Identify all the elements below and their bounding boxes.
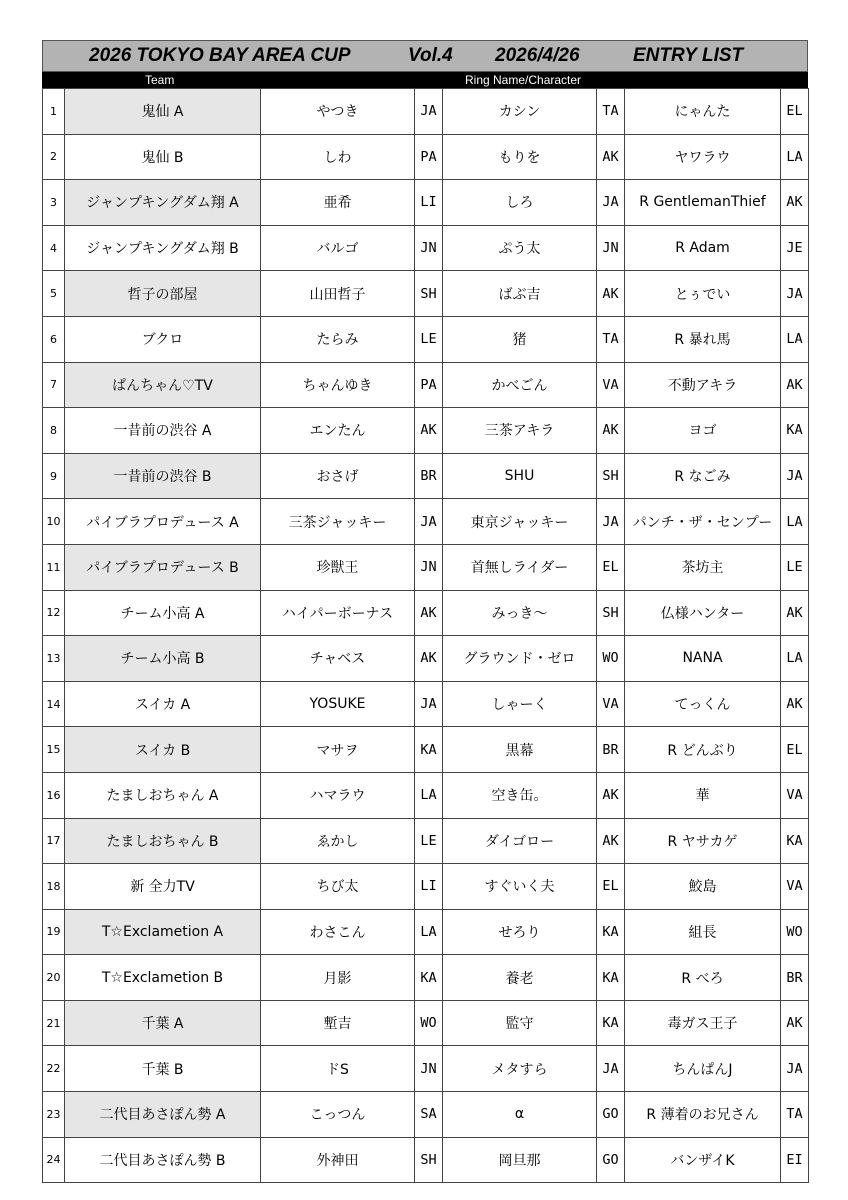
player-1-name: おさげ [261,453,415,499]
team-name: チーム小高 A [65,590,261,636]
entry-number: 4 [43,225,65,271]
player-2-name: ばぶ吉 [443,271,597,317]
team-name: パイブラプロデュース B [65,544,261,590]
player-2-name: 監守 [443,1000,597,1046]
entry-number: 1 [43,89,65,135]
player-3-name: ヤワラウ [625,134,781,180]
player-3-name: R どんぶり [625,727,781,773]
player-2-name: しろ [443,180,597,226]
player-2-character: JN [597,225,625,271]
player-1-character: SH [415,271,443,317]
team-name: パイブラプロデュース A [65,499,261,545]
team-name: T☆Exclametion B [65,955,261,1001]
player-3-name: 毒ガス王子 [625,1000,781,1046]
player-2-character: JA [597,499,625,545]
player-1-character: AK [415,590,443,636]
team-name: スイカ A [65,681,261,727]
entry-number: 19 [43,909,65,955]
team-name: 二代目あさぽん勢 B [65,1137,261,1183]
team-name: 鬼仙 B [65,134,261,180]
player-1-character: LE [415,316,443,362]
player-1-name: こっつん [261,1092,415,1138]
team-name: 新 全力TV [65,864,261,910]
player-2-name: グラウンド・ゼロ [443,636,597,682]
player-1-character: JN [415,1046,443,1092]
team-name: T☆Exclametion A [65,909,261,955]
player-1-name: ハイパーボーナス [261,590,415,636]
player-2-name: メタすら [443,1046,597,1092]
player-1-name: マサヲ [261,727,415,773]
player-3-character: LA [781,636,809,682]
player-1-name: 珍獣王 [261,544,415,590]
volume-label: Vol.4 [408,45,453,66]
player-2-character: TA [597,89,625,135]
title-bar [42,40,808,72]
player-1-name: ハマラウ [261,772,415,818]
player-2-name: かべごん [443,362,597,408]
player-3-name: 仏様ハンター [625,590,781,636]
player-3-character: LA [781,316,809,362]
entry-number: 23 [43,1092,65,1138]
player-2-character: VA [597,362,625,408]
entry-number: 3 [43,180,65,226]
player-2-character: EL [597,864,625,910]
entry-number: 24 [43,1137,65,1183]
player-2-name: みっき～ [443,590,597,636]
player-2-name: しゃーく [443,681,597,727]
player-1-character: SA [415,1092,443,1138]
player-3-character: KA [781,408,809,454]
table-row [43,955,809,1001]
team-name: ジャンプキングダム翔 B [65,225,261,271]
team-name: ジャンプキングダム翔 A [65,180,261,226]
player-1-character: LA [415,909,443,955]
team-name: 一昔前の渋谷 A [65,408,261,454]
team-name: ぱんちゃん♡TV [65,362,261,408]
player-3-name: パンチ・ザ・センプー [625,499,781,545]
player-1-name: 山田哲子 [261,271,415,317]
team-name: 一昔前の渋谷 B [65,453,261,499]
player-3-name: 華 [625,772,781,818]
player-1-character: LI [415,864,443,910]
player-1-character: JA [415,499,443,545]
player-3-name: R なごみ [625,453,781,499]
team-name: 哲子の部屋 [65,271,261,317]
entry-table [42,88,809,1183]
player-2-character: SH [597,453,625,499]
player-2-character: VA [597,681,625,727]
table-row [43,727,809,773]
player-3-character: JE [781,225,809,271]
entry-list-sheet [42,40,808,1183]
entry-number: 9 [43,453,65,499]
player-1-name: バルゴ [261,225,415,271]
player-3-character: LA [781,134,809,180]
player-2-name: 三茶アキラ [443,408,597,454]
player-2-character: BR [597,727,625,773]
player-1-name: 外神田 [261,1137,415,1183]
entry-rows [43,89,809,1183]
player-1-character: AK [415,408,443,454]
event-date: 2026/4/26 [495,45,580,66]
player-2-name: ぷう太 [443,225,597,271]
player-2-name: 空き缶。 [443,772,597,818]
player-1-name: 月影 [261,955,415,1001]
player-2-character: KA [597,909,625,955]
player-3-character: JA [781,1046,809,1092]
player-3-character: JA [781,453,809,499]
entry-number: 12 [43,590,65,636]
team-name: たましおちゃん A [65,772,261,818]
table-row [43,544,809,590]
player-3-name: R Adam [625,225,781,271]
player-3-name: 鮫島 [625,864,781,910]
table-row [43,408,809,454]
player-3-character: JA [781,271,809,317]
player-3-name: 不動アキラ [625,362,781,408]
player-2-character: JA [597,180,625,226]
player-2-character: SH [597,590,625,636]
player-2-name: せろり [443,909,597,955]
player-1-name: ドS [261,1046,415,1092]
table-row [43,636,809,682]
player-1-name: 三茶ジャッキー [261,499,415,545]
player-2-character: AK [597,134,625,180]
ring-name-column-header: Ring Name/Character [465,73,582,87]
event-title: 2026 TOKYO BAY AREA CUP [89,45,351,66]
player-1-character: BR [415,453,443,499]
entry-number: 7 [43,362,65,408]
player-3-name: にゃんた [625,89,781,135]
player-3-character: VA [781,772,809,818]
player-1-name: 亜希 [261,180,415,226]
table-row [43,225,809,271]
player-1-character: KA [415,955,443,1001]
player-1-name: たらみ [261,316,415,362]
player-2-character: AK [597,408,625,454]
team-name: 千葉 B [65,1046,261,1092]
list-title: ENTRY LIST [633,45,744,66]
player-2-character: GO [597,1092,625,1138]
player-2-character: AK [597,818,625,864]
player-3-name: ちんぱんJ [625,1046,781,1092]
player-2-name: 東京ジャッキー [443,499,597,545]
player-2-character: KA [597,1000,625,1046]
entry-number: 10 [43,499,65,545]
player-1-character: LI [415,180,443,226]
player-3-name: てっくん [625,681,781,727]
entry-number: 20 [43,955,65,1001]
player-2-character: AK [597,271,625,317]
table-row [43,681,809,727]
player-1-name: チャベス [261,636,415,682]
entry-number: 16 [43,772,65,818]
player-3-name: R ヤサカゲ [625,818,781,864]
player-3-character: LE [781,544,809,590]
team-name: 二代目あさぽん勢 A [65,1092,261,1138]
player-1-name: 塹吉 [261,1000,415,1046]
player-2-name: 黒幕 [443,727,597,773]
table-row [43,818,809,864]
player-3-character: WO [781,909,809,955]
player-3-name: バンザイK [625,1137,781,1183]
entry-number: 8 [43,408,65,454]
table-row [43,499,809,545]
table-row [43,1000,809,1046]
table-row [43,1137,809,1183]
player-3-character: AK [781,362,809,408]
player-1-character: JN [415,225,443,271]
player-3-name: R べろ [625,955,781,1001]
player-1-character: PA [415,362,443,408]
entry-number: 11 [43,544,65,590]
player-2-character: AK [597,772,625,818]
player-2-character: WO [597,636,625,682]
team-name: 千葉 A [65,1000,261,1046]
player-1-character: KA [415,727,443,773]
table-row [43,864,809,910]
player-3-character: AK [781,1000,809,1046]
player-3-character: EL [781,89,809,135]
player-1-character: JN [415,544,443,590]
player-1-character: LA [415,772,443,818]
table-row [43,453,809,499]
player-3-name: ヨゴ [625,408,781,454]
player-3-character: EL [781,727,809,773]
team-column-header: Team [145,73,175,87]
team-name: スイカ B [65,727,261,773]
player-3-name: R 暴れ馬 [625,316,781,362]
entry-number: 14 [43,681,65,727]
table-row [43,134,809,180]
player-1-name: しわ [261,134,415,180]
player-1-character: JA [415,89,443,135]
player-2-name: α [443,1092,597,1138]
entry-number: 13 [43,636,65,682]
player-2-name: 岡旦那 [443,1137,597,1183]
player-2-name: 猪 [443,316,597,362]
team-name: 鬼仙 A [65,89,261,135]
table-row [43,180,809,226]
entry-number: 2 [43,134,65,180]
entry-number: 17 [43,818,65,864]
player-3-character: VA [781,864,809,910]
player-3-name: NANA [625,636,781,682]
player-1-character: PA [415,134,443,180]
player-2-name: 養老 [443,955,597,1001]
entry-number: 21 [43,1000,65,1046]
player-3-character: AK [781,180,809,226]
team-name: チーム小高 B [65,636,261,682]
player-3-name: とぅでい [625,271,781,317]
player-1-character: WO [415,1000,443,1046]
player-1-name: エンたん [261,408,415,454]
player-1-name: YOSUKE [261,681,415,727]
player-1-name: ちび太 [261,864,415,910]
entry-number: 6 [43,316,65,362]
table-row [43,271,809,317]
player-2-name: カシン [443,89,597,135]
player-2-name: すぐいく夫 [443,864,597,910]
table-row [43,1046,809,1092]
player-2-name: ダイゴロー [443,818,597,864]
entry-number: 5 [43,271,65,317]
player-1-name: ゑかし [261,818,415,864]
player-3-name: R 薄着のお兄さん [625,1092,781,1138]
player-2-name: 首無しライダー [443,544,597,590]
player-3-name: 茶坊主 [625,544,781,590]
player-2-name: もりを [443,134,597,180]
entry-number: 15 [43,727,65,773]
player-1-character: JA [415,681,443,727]
player-1-name: やつき [261,89,415,135]
player-1-character: SH [415,1137,443,1183]
column-header-bar [42,72,808,88]
player-3-character: AK [781,590,809,636]
team-name: たましおちゃん B [65,818,261,864]
player-2-character: GO [597,1137,625,1183]
table-row [43,1092,809,1138]
player-2-character: JA [597,1046,625,1092]
entry-number: 18 [43,864,65,910]
player-3-character: LA [781,499,809,545]
entry-number: 22 [43,1046,65,1092]
player-2-character: EL [597,544,625,590]
player-2-character: TA [597,316,625,362]
table-row [43,590,809,636]
player-1-character: AK [415,636,443,682]
table-row [43,362,809,408]
player-3-character: BR [781,955,809,1001]
player-3-character: EI [781,1137,809,1183]
player-3-character: AK [781,681,809,727]
team-name: ブクロ [65,316,261,362]
table-row [43,316,809,362]
player-3-character: KA [781,818,809,864]
table-row [43,772,809,818]
table-row [43,909,809,955]
player-2-name: SHU [443,453,597,499]
player-3-name: 組長 [625,909,781,955]
player-1-name: ちゃんゆき [261,362,415,408]
player-1-character: LE [415,818,443,864]
table-row [43,89,809,135]
player-3-character: TA [781,1092,809,1138]
player-1-name: わさこん [261,909,415,955]
player-3-name: R GentlemanThief [625,180,781,226]
player-2-character: KA [597,955,625,1001]
